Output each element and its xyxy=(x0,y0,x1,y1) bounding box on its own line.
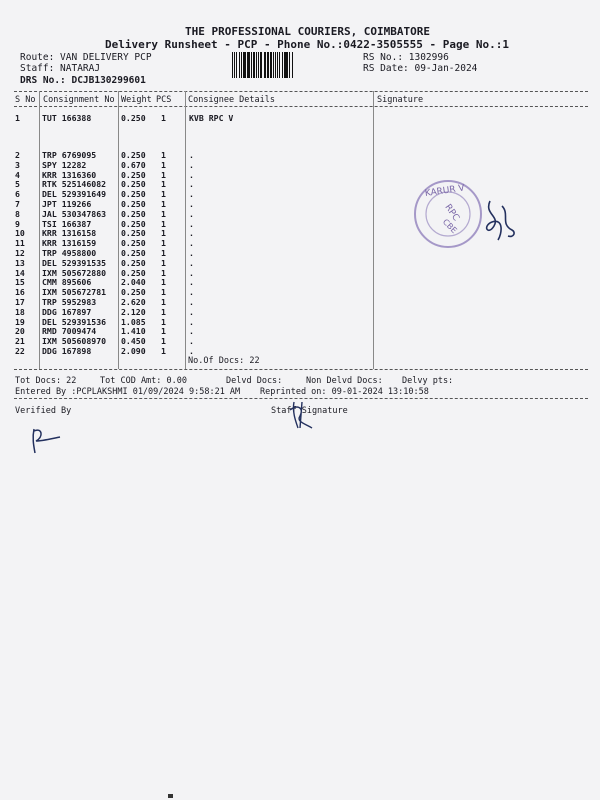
row-consignee-details: . xyxy=(189,169,194,180)
row-consignee-details: . xyxy=(189,267,194,278)
row-consignment-no: KRR 1316158 xyxy=(42,228,97,239)
row-sno: 13 xyxy=(15,257,25,268)
row-consignee-details: . xyxy=(189,336,194,347)
row-pcs: 1 xyxy=(161,228,166,239)
row-weight: 0.670 xyxy=(121,159,146,170)
row-consignment-no: JAL 530347863 xyxy=(42,208,107,219)
row-consignee-details: . xyxy=(189,306,194,317)
row-weight: 0.250 xyxy=(121,218,146,229)
row-consignment-no: DDG 167898 xyxy=(42,346,92,356)
row-pcs: 1 xyxy=(161,267,166,278)
col-divider xyxy=(39,91,40,369)
total-cod-amount: Tot COD Amt: 0.00 xyxy=(100,376,187,386)
row-consignee-details: . xyxy=(189,346,194,356)
receiver-signature xyxy=(480,196,520,246)
col-weight: Weight xyxy=(121,95,152,105)
row-weight: 2.620 xyxy=(121,297,146,307)
row-pcs: 1 xyxy=(161,326,166,337)
row-sno: 12 xyxy=(15,248,25,258)
col-pcs: PCS xyxy=(156,95,172,105)
row-sno: 7 xyxy=(15,199,20,209)
row-pcs: 1 xyxy=(161,277,166,288)
delivered-docs: Delvd Docs: xyxy=(226,376,283,386)
company-title: THE PROFESSIONAL COURIERS, COIMBATORE xyxy=(185,25,431,38)
row-pcs: 1 xyxy=(161,179,166,190)
row-pcs: 1 xyxy=(161,189,166,200)
row-consignment-no: IXM 505672880 xyxy=(42,267,107,278)
row-consignee-details: . xyxy=(189,297,194,307)
col-divider xyxy=(118,91,119,369)
row-consignee-details: . xyxy=(189,228,194,239)
row-pcs: 1 xyxy=(161,336,166,347)
row-weight: 0.250 xyxy=(121,179,146,190)
row-sno: 8 xyxy=(15,208,20,219)
col-divider xyxy=(185,91,186,369)
row-pcs: 1 xyxy=(161,218,166,229)
row-sno: 20 xyxy=(15,326,25,337)
row-weight: 2.090 xyxy=(121,346,146,356)
non-delivered-docs: Non Delvd Docs: xyxy=(306,376,383,386)
verifier-signature xyxy=(28,425,68,457)
row-sno: 1 xyxy=(15,113,20,123)
row-sno: 9 xyxy=(15,218,20,229)
total-docs: Tot Docs: 22 xyxy=(15,376,77,386)
row-consignment-no: TUT 166388 xyxy=(42,113,92,123)
row-sno: 16 xyxy=(15,287,25,298)
row-pcs: 1 xyxy=(161,306,166,317)
row-consignee-details: . xyxy=(189,189,194,200)
col-signature: Signature xyxy=(377,95,424,105)
row-weight: 0.250 xyxy=(121,199,146,209)
no-of-docs: No.Of Docs: 22 xyxy=(188,356,260,366)
row-consignee-details: . xyxy=(189,257,194,268)
row-consignment-no: CMM 895606 xyxy=(42,277,92,288)
row-consignment-no: KRR 1316159 xyxy=(42,238,97,249)
row-consignment-no: SPY 12282 xyxy=(42,159,87,170)
row-pcs: 1 xyxy=(161,113,166,123)
row-consignment-no: DDG 167897 xyxy=(42,306,92,317)
row-consignment-no: KRR 1316360 xyxy=(42,169,97,180)
row-consignee-details: . xyxy=(189,277,194,288)
row-consignee-details: . xyxy=(189,199,194,209)
table-bottom-rule xyxy=(14,369,588,370)
col-sno: S No xyxy=(15,95,36,105)
row-consignee-details: . xyxy=(189,326,194,337)
route-label: Route: VAN DELIVERY PCP xyxy=(20,52,152,63)
row-consignee-details: . xyxy=(189,179,194,190)
row-weight: 0.250 xyxy=(121,238,146,249)
row-consignee-details: . xyxy=(189,287,194,298)
row-pcs: 1 xyxy=(161,208,166,219)
row-sno: 18 xyxy=(15,306,25,317)
row-pcs: 1 xyxy=(161,238,166,249)
row-weight: 0.250 xyxy=(121,150,146,160)
row-weight: 0.250 xyxy=(121,228,146,239)
row-consignment-no: TRP 5952983 xyxy=(42,297,97,307)
row-weight: 0.250 xyxy=(121,287,146,298)
row-consignment-no: TRP 6769095 xyxy=(42,150,97,160)
rs-date: RS Date: 09-Jan-2024 xyxy=(363,63,478,74)
col-consignee: Consignee Details xyxy=(188,95,275,105)
stamp-text-3: CBE xyxy=(440,217,459,236)
row-sno: 4 xyxy=(15,169,20,180)
barcode xyxy=(232,52,356,78)
header-bottom-rule xyxy=(14,106,588,107)
row-sno: 19 xyxy=(15,316,25,327)
row-sno: 21 xyxy=(15,336,25,347)
rs-number: RS No.: 1302996 xyxy=(363,52,449,63)
col-consignment: Consignment No xyxy=(43,95,115,105)
row-consignment-no: DEL 529391535 xyxy=(42,257,107,268)
header-top-rule xyxy=(14,91,588,92)
row-pcs: 1 xyxy=(161,287,166,298)
row-sno: 17 xyxy=(15,297,25,307)
row-sno: 11 xyxy=(15,238,25,249)
row-consignee-details: . xyxy=(189,316,194,327)
row-sno: 10 xyxy=(15,228,25,239)
row-consignee-details: . xyxy=(189,150,194,160)
row-consignment-no: IXM 505608970 xyxy=(42,336,107,347)
row-consignee-details: . xyxy=(189,218,194,229)
row-pcs: 1 xyxy=(161,159,166,170)
entered-by: Entered By :PCPLAKSHMI 01/09/2024 9:58:21 AM xyxy=(15,387,241,397)
row-pcs: 1 xyxy=(161,199,166,209)
row-pcs: 1 xyxy=(161,169,166,180)
stamp-text-2: RPC xyxy=(442,202,461,224)
row-pcs: 1 xyxy=(161,346,166,356)
page-scan-mark xyxy=(168,794,173,798)
row-sno: 22 xyxy=(15,346,25,356)
row-pcs: 1 xyxy=(161,248,166,258)
delivery-points: Delvy pts: xyxy=(402,376,454,386)
row-pcs: 1 xyxy=(161,150,166,160)
col-divider xyxy=(373,91,374,369)
verified-by-label: Verified By xyxy=(15,406,72,416)
row-sno: 5 xyxy=(15,179,20,190)
row-consignment-no: RTK 525146082 xyxy=(42,179,107,190)
staff-signature xyxy=(286,398,316,432)
row-weight: 0.450 xyxy=(121,336,146,347)
row-weight: 2.040 xyxy=(121,277,146,288)
row-weight: 0.250 xyxy=(121,248,146,258)
row-weight: 0.250 xyxy=(121,208,146,219)
row-weight: 2.120 xyxy=(121,306,146,317)
row-sno: 6 xyxy=(15,189,20,200)
row-pcs: 1 xyxy=(161,316,166,327)
staff-label: Staff: NATARAJ xyxy=(20,63,101,74)
staff-signature-label: Staff Signature xyxy=(271,406,348,416)
row-pcs: 1 xyxy=(161,257,166,268)
row-weight: 1.085 xyxy=(121,316,146,327)
row-sno: 15 xyxy=(15,277,25,288)
row-weight: 0.250 xyxy=(121,113,146,123)
row-weight: 1.410 xyxy=(121,326,146,337)
row-consignee-details: . xyxy=(189,159,194,170)
reprinted-on: Reprinted on: 09-01-2024 13:10:58 xyxy=(260,387,429,397)
row-consignment-no: IXM 505672781 xyxy=(42,287,107,298)
stamp-text-1: KARUR V xyxy=(424,183,466,199)
karur-stamp xyxy=(412,178,484,250)
row-weight: 0.250 xyxy=(121,257,146,268)
row-consignment-no: TRP 4958800 xyxy=(42,248,97,258)
row-consignment-no: TSI 166387 xyxy=(42,218,92,229)
row-consignment-no: DEL 529391536 xyxy=(42,316,107,327)
row-pcs: 1 xyxy=(161,297,166,307)
row-weight: 0.250 xyxy=(121,267,146,278)
drs-number: DRS No.: DCJB130299601 xyxy=(20,75,146,86)
row-weight: 0.250 xyxy=(121,189,146,200)
row-sno: 2 xyxy=(15,150,20,160)
row-consignee-details: . xyxy=(189,208,194,219)
row-consignee-details: . xyxy=(189,238,194,249)
row-consignment-no: DEL 529391649 xyxy=(42,189,107,200)
row-consignee-details: . xyxy=(189,248,194,258)
row-consignee-details: KVB RPC V xyxy=(189,113,234,123)
row-consignment-no: RMD 7009474 xyxy=(42,326,97,337)
runsheet-subtitle: Delivery Runsheet - PCP - Phone No.:0422-3505555 - Page No.:1 xyxy=(105,38,509,51)
row-sno: 14 xyxy=(15,267,25,278)
row-sno: 3 xyxy=(15,159,20,170)
row-weight: 0.250 xyxy=(121,169,146,180)
row-consignment-no: JPT 119266 xyxy=(42,199,92,209)
